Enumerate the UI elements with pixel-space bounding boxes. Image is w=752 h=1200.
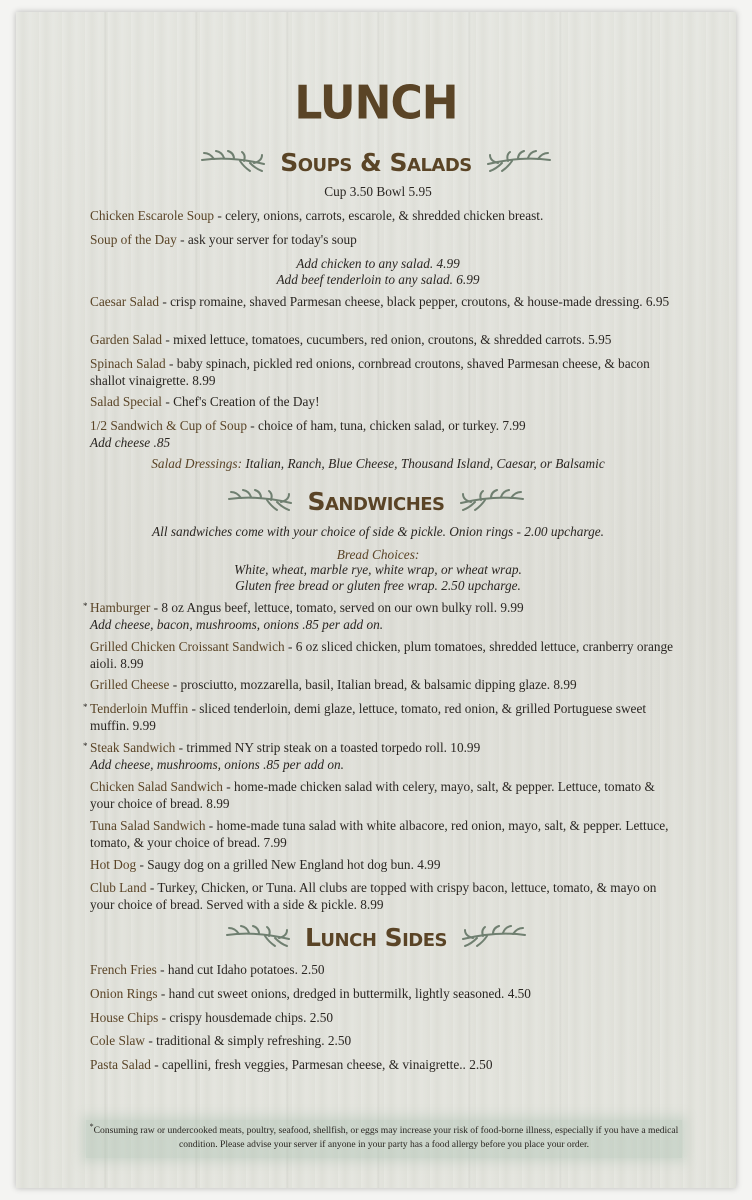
item-name: Hamburger (90, 600, 151, 615)
soup-pricing: Cup 3.50 Bowl 5.95 (324, 184, 432, 199)
item-name: Pasta Salad (90, 1057, 151, 1072)
menu-item (90, 418, 680, 451)
menu-item (90, 394, 680, 411)
menu-item (90, 356, 680, 389)
menu-item (90, 294, 680, 311)
menu-item (90, 1057, 680, 1074)
item-desc: - trimmed NY strip steak on a toasted torpedo roll. 10.99 (175, 740, 481, 755)
item-name: Spinach Salad (90, 356, 166, 371)
item-name: Cole Slaw (90, 1033, 146, 1048)
menu-item (83, 740, 680, 773)
section-title-soups-salads: Soups & Salads (280, 148, 472, 177)
menu-item (90, 1010, 680, 1027)
bread-choices: White, wheat, marble rye, white wrap, or wheat wrap. (234, 562, 522, 577)
menu-item (90, 962, 680, 979)
menu-item (90, 818, 680, 851)
menu-item (90, 986, 680, 1003)
right-sprig-icon (461, 925, 527, 951)
item-name: Grilled Cheese (90, 677, 170, 692)
item-name: Salad Special (90, 394, 163, 409)
item-name: Onion Rings (90, 986, 158, 1001)
menu-item (90, 639, 680, 672)
section-header-lunch-sides (16, 923, 736, 952)
item-desc: - sliced tenderloin, demi glaze, lettuce, tomato, red onion, & grilled Portuguese sweet muffin. 9.99 (90, 701, 647, 733)
bread-label: Bread Choices: (336, 547, 420, 562)
menu-item (90, 880, 680, 913)
menu-title: LUNCH (294, 76, 458, 131)
salad-dressings (90, 456, 666, 473)
item-desc: - mixed lettuce, tomatoes, cucumbers, red onion, croutons, & shredded carrots. 5.95 (162, 332, 612, 347)
dressings-label: Salad Dressings: (151, 456, 243, 471)
section-header-soups-salads (16, 148, 736, 177)
sandwich-intro: All sandwiches come with your choice of side & pickle. Onion rings - 2.00 upcharge. (152, 524, 604, 539)
item-note: Add cheese .85 (90, 434, 171, 450)
item-name: Garden Salad (90, 332, 162, 347)
section-title-lunch-sides: Lunch Sides (305, 923, 447, 952)
menu-item (83, 701, 680, 734)
dressings-list: Italian, Ranch, Blue Cheese, Thousand Island, Caesar, or Balsamic (242, 456, 605, 471)
disclaimer-star: * (89, 1122, 94, 1131)
bread-gluten-free: Gluten free bread or gluten free wrap. 2.50 upcharge. (235, 578, 521, 593)
item-desc: - home-made chicken salad with celery, mayo, salt, & pepper. Lettuce, tomato & your choice of bread. 8.99 (90, 779, 655, 811)
menu-item (90, 857, 680, 874)
right-sprig-icon (459, 489, 525, 515)
item-desc: - Turkey, Chicken, or Tuna. All clubs are topped with crispy bacon, lettuce, tomato, & mayo on your choice of bread. Served with a side & pickle. 8.99 (90, 880, 657, 912)
item-name: Chicken Salad Sandwich (90, 779, 223, 794)
left-sprig-icon (227, 489, 293, 515)
menu-item (83, 600, 680, 633)
item-name: Hot Dog (90, 857, 137, 872)
section-header-sandwiches (16, 487, 736, 516)
menu-item (90, 208, 680, 225)
disclaimer-text: Consuming raw or undercooked meats, poultry, seafood, shellfish, or eggs may increase your risk of food-borne illness, especially if you have a medical condition. Please advise your server if anyone in your party has a food allergy before you place your order. (93, 1125, 679, 1151)
item-name: Tenderloin Muffin (90, 701, 189, 716)
left-sprig-icon (200, 150, 266, 176)
item-name: Club Land (90, 880, 147, 895)
raw-warning-star: * (83, 702, 88, 712)
menu-item (90, 1033, 680, 1050)
item-desc: - celery, onions, carrots, escarole, & shredded chicken breast. (214, 208, 544, 223)
item-desc: - 6 oz sliced chicken, plum tomatoes, shredded lettuce, cranberry orange aioli. 8.99 (90, 639, 674, 671)
menu-item (90, 332, 680, 349)
item-desc: - hand cut sweet onions, dredged in buttermilk, lightly seasoned. 4.50 (157, 986, 531, 1001)
item-name: House Chips (90, 1010, 159, 1025)
item-desc: - traditional & simply refreshing. 2.50 (145, 1033, 352, 1048)
item-desc: - crisp romaine, shaved Parmesan cheese, black pepper, croutons, & house-made dressing. 6.95 (159, 294, 670, 309)
item-name: Grilled Chicken Croissant Sandwich (90, 639, 285, 654)
item-desc: - hand cut Idaho potatoes. 2.50 (156, 962, 325, 977)
item-desc: - capellini, fresh veggies, Parmesan cheese, & vinaigrette.. 2.50 (150, 1057, 493, 1072)
food-safety-disclaimer (86, 1120, 682, 1158)
item-name: Chicken Escarole Soup (90, 208, 215, 223)
menu-item (90, 232, 680, 249)
item-desc: - ask your server for today's soup (176, 232, 357, 247)
raw-warning-star: * (83, 741, 88, 751)
raw-warning-star: * (83, 601, 88, 611)
item-note: Add cheese, bacon, mushrooms, onions .85 per add on. (90, 616, 384, 632)
item-desc: - choice of ham, tuna, chicken salad, or turkey. 7.99 (246, 418, 526, 433)
salad-addon: Add beef tenderloin to any salad. 6.99 (276, 272, 480, 287)
menu-item (90, 779, 680, 812)
item-name: Steak Sandwich (90, 740, 176, 755)
item-desc: - Saugy dog on a grilled New England hot dog bun. 4.99 (136, 857, 441, 872)
item-desc: - crispy housdemade chips. 2.50 (158, 1010, 334, 1025)
left-sprig-icon (225, 925, 291, 951)
menu-page (16, 12, 736, 1188)
item-desc: - prosciutto, mozzarella, basil, Italian bread, & balsamic dipping glaze. 8.99 (169, 677, 577, 692)
menu-item (90, 677, 680, 694)
item-desc: - Chef's Creation of the Day! (162, 394, 320, 409)
item-name: Caesar Salad (90, 294, 160, 309)
item-name: Soup of the Day (90, 232, 177, 247)
item-name: 1/2 Sandwich & Cup of Soup (90, 418, 247, 433)
item-desc: - 8 oz Angus beef, lettuce, tomato, served on our own bulky roll. 9.99 (150, 600, 524, 615)
item-desc: - home-made tuna salad with white albacore, red onion, mayo, salt, & pepper. Lettuce, tomato, & your choice of bread. 7.99 (90, 818, 669, 850)
section-title-sandwiches: Sandwiches (307, 487, 445, 516)
item-desc: - baby spinach, pickled red onions, cornbread croutons, shaved Parmesan cheese, & bacon shallot vinaigrette. 8.99 (90, 356, 650, 388)
salad-addon: Add chicken to any salad. 4.99 (296, 256, 460, 271)
item-note: Add cheese, mushrooms, onions .85 per add on. (90, 756, 344, 772)
item-name: French Fries (90, 962, 157, 977)
item-name: Tuna Salad Sandwich (90, 818, 206, 833)
right-sprig-icon (486, 150, 552, 176)
